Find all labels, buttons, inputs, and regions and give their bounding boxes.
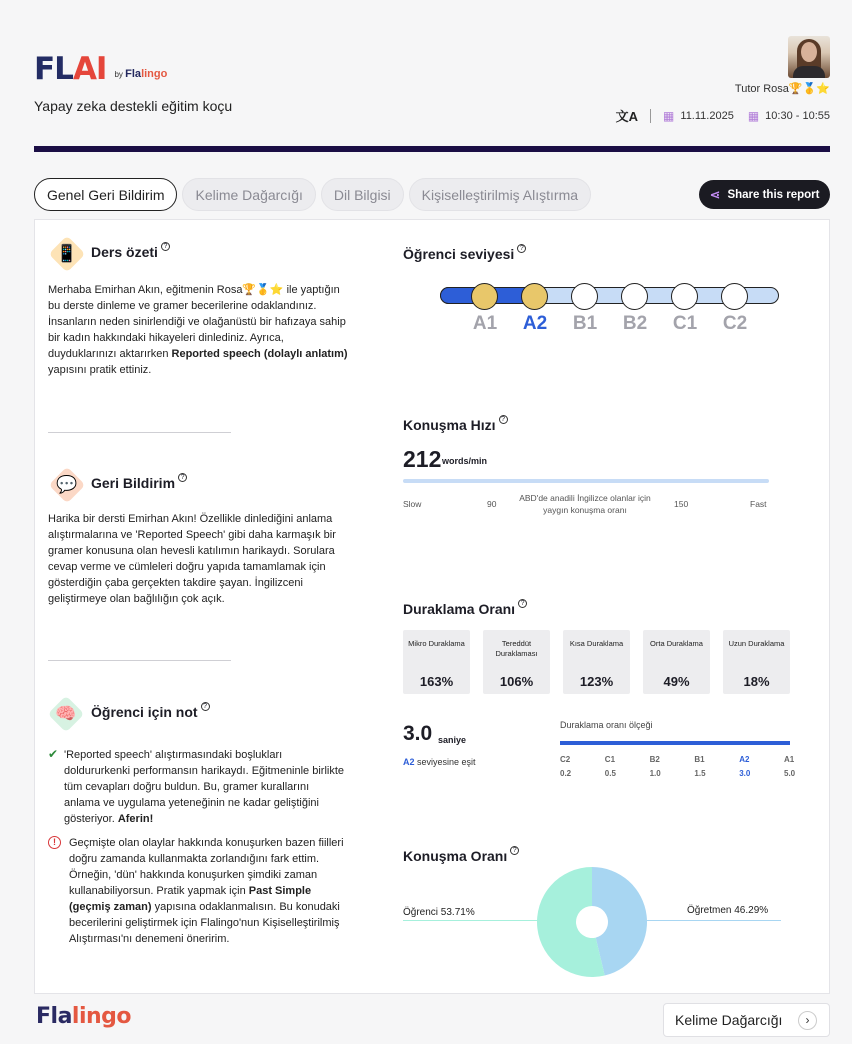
speed-unit: words/min xyxy=(442,456,488,466)
help-icon[interactable]: ? xyxy=(517,244,526,253)
level-title: Öğrenci seviyesi ? xyxy=(403,246,526,262)
section-divider xyxy=(48,432,231,433)
logo-by: by xyxy=(114,70,123,79)
level-label-a1: A1 xyxy=(472,313,498,334)
brain-screen-icon: 🧠 xyxy=(48,696,84,732)
help-icon[interactable]: ? xyxy=(161,242,170,251)
pause-seconds: 3.0 xyxy=(403,722,433,745)
tutor-name: Tutor Rosa🏆🥇⭐ xyxy=(734,83,830,95)
chat-icon: 💬 xyxy=(49,467,85,503)
logo-brand-b: lingo xyxy=(141,68,168,80)
level-label-c2: C2 xyxy=(722,313,748,334)
flai-logo xyxy=(34,51,168,87)
level-dot-b2 xyxy=(621,283,648,310)
student-note-title: Öğrenci için not ? xyxy=(91,704,210,720)
talk-ratio-title: Konuşma Oranı ? xyxy=(403,848,519,864)
share-icon: ⋖ xyxy=(709,186,721,202)
pause-scale-a1: A1 5.0 xyxy=(784,755,796,778)
positive-note: ✔ 'Reported speech' alıştırmasındaki boşlukları doldururkenki performansın harikaydı. Eğitmeninle birlikte tüm cevapları doğru buldun. Bu, gramer kurallarını anlama ve uygulama yeteneğinin ne kadar geliştiğini gösteriyor. Aferin! xyxy=(48,747,345,825)
logo-ai: AI xyxy=(72,51,107,87)
speed-title: Konuşma Hızı ? xyxy=(403,417,508,433)
session-date: 11.11.2025 xyxy=(680,109,734,122)
pause-box-uzun: Uzun Duraklama 18% xyxy=(723,630,790,694)
next-tab-button[interactable] xyxy=(663,1003,830,1037)
feedback-text: Harika bir dersti Emirhan Akın! Özellikle dinlediğini anlama alıştırmalarına ve 'Reported Speech' gibi daha karmaşık bir gramer konusuna olan hevesli katılımın harikaydı. Sorulara cevap verme ve cümleleri doğru yapıda tamamlamak için gösterdiğin çaba gerçekten takdire şayan. İngilizceni geliştirmeye olan bağlılığın çok açık. xyxy=(48,513,336,605)
pause-scale-b1: B1 1.5 xyxy=(694,755,706,778)
pause-scale-c1: C1 0.5 xyxy=(604,755,616,778)
check-icon: ✔ xyxy=(48,747,59,761)
talk-ratio-donut xyxy=(537,867,647,977)
tab-kisisellestirilmis-alistirma[interactable]: Kişiselleştirilmiş Alıştırma xyxy=(409,178,591,211)
tab-kelime-dagarcigi[interactable]: Kelime Dağarcığı xyxy=(182,178,315,211)
pause-box-kisa: Kısa Duraklama 123% xyxy=(563,630,630,694)
teacher-ratio-line xyxy=(640,920,781,921)
tagline: Yapay zeka destekli eğitim koçu xyxy=(34,98,233,114)
level-dot-c2 xyxy=(721,283,748,310)
speed-fast-label: Fast xyxy=(750,499,767,509)
tutor-avatar xyxy=(788,36,830,78)
speed-native-label: ABD'de anadili İngilizce olanlar için yaygın konuşma oranı xyxy=(519,493,651,515)
calendar-icon: ▦ xyxy=(747,108,760,123)
level-dot-a1 xyxy=(471,283,498,310)
speed-bar xyxy=(403,479,769,483)
speed-low-label: 90 xyxy=(487,499,497,509)
level-label-c1: C1 xyxy=(672,313,698,334)
flalingo-logo: Flalingo xyxy=(36,1004,132,1029)
logo-fl: FL xyxy=(34,51,73,87)
help-icon[interactable]: ? xyxy=(499,415,508,424)
next-tab-label: Kelime Dağarcığı xyxy=(675,1012,783,1028)
level-label-b2: B2 xyxy=(622,313,648,334)
pause-box-tereddut: Tereddüt Duraklaması 106% xyxy=(483,630,550,694)
calendar-icon: ▦ xyxy=(663,108,675,123)
pause-box-mikro: Mikro Duraklama 163% xyxy=(403,630,470,694)
translate-icon[interactable]: 文A xyxy=(615,109,639,124)
session-meta xyxy=(616,106,830,125)
pause-seconds-unit: saniye xyxy=(438,735,467,745)
section-divider xyxy=(48,660,231,661)
share-report-button[interactable] xyxy=(699,180,830,209)
report-tabs xyxy=(34,178,591,211)
teacher-ratio-label: Öğretmen 46.29% xyxy=(687,905,769,916)
help-icon[interactable]: ? xyxy=(178,473,187,482)
level-label-b1: B1 xyxy=(572,313,598,334)
speed-slow-label: Slow xyxy=(403,499,422,509)
speed-high-label: 150 xyxy=(674,499,689,509)
help-icon[interactable]: ? xyxy=(510,846,519,855)
pause-scale-a2: A2 3.0 xyxy=(739,755,751,778)
summary-text: Merhaba Emirhan Akın, eğitmenin Rosa🏆🥇⭐ ile yaptığın bu derste dinleme ve gramer becerilerine odaklandınız. İnsanların neden sinirlendiği ve olağanüstü bir hafızaya sahip bir kadın hakkındaki hikayeleri dinlediniz. Ayrıca, duyduklarınızı aktarırken Reported speech (dolaylı anlatım) yapısını pratik ettiniz. xyxy=(48,284,348,376)
improvement-note: ! Geçmişte olan olaylar hakkında konuşurken bazen fiilleri doğru zamanda kullanmakta zorlandığını fark ettim. Örneğin, 'dün' hakkında konuşurken şimdiki zaman kullanabiliyorsun. Pratik yapmak için Past Simple (geçmiş zaman) yapısına odaklanmalısın. Bu konudaki becerilerini geliştirmek için Flalingo'nun Kişiselleştirilmiş Alıştırması'nı denemeni öneririm. xyxy=(48,835,346,947)
pause-scale-bar xyxy=(560,741,790,745)
tab-dil-bilgisi[interactable]: Dil Bilgisi xyxy=(321,178,404,211)
level-dot-b1 xyxy=(571,283,598,310)
header-divider xyxy=(34,146,830,152)
warning-icon: ! xyxy=(48,836,61,849)
feedback-title: Geri Bildirim ? xyxy=(91,475,187,491)
level-dot-c1 xyxy=(671,283,698,310)
summary-title: Ders özeti ? xyxy=(91,244,170,260)
share-label: Share this report xyxy=(727,188,820,201)
speed-value: 212 xyxy=(403,446,442,472)
help-icon[interactable]: ? xyxy=(518,599,527,608)
pause-scale-title: Duraklama oranı ölçeği xyxy=(560,720,653,730)
phone-icon: 📱 xyxy=(49,236,85,272)
pause-box-orta: Orta Duraklama 49% xyxy=(643,630,710,694)
logo-brand-a: Fla xyxy=(125,68,142,80)
tab-genel-geri-bildirim[interactable]: Genel Geri Bildirim xyxy=(34,178,177,211)
help-icon[interactable]: ? xyxy=(201,702,210,711)
level-label-a2: A2 xyxy=(522,313,548,334)
level-dot-a2 xyxy=(521,283,548,310)
student-ratio-label: Öğrenci 53.71% xyxy=(403,907,475,918)
pause-title: Duraklama Oranı ? xyxy=(403,601,527,617)
session-time: 10:30 - 10:55 xyxy=(765,109,830,122)
pause-level-equivalent: A2 seviyesine eşit xyxy=(403,757,476,767)
pause-scale-b2: B2 1.0 xyxy=(649,755,661,778)
student-ratio-line xyxy=(403,920,543,921)
pause-scale-c2: C2 0.2 xyxy=(560,755,572,778)
chevron-right-icon: › xyxy=(798,1011,817,1030)
